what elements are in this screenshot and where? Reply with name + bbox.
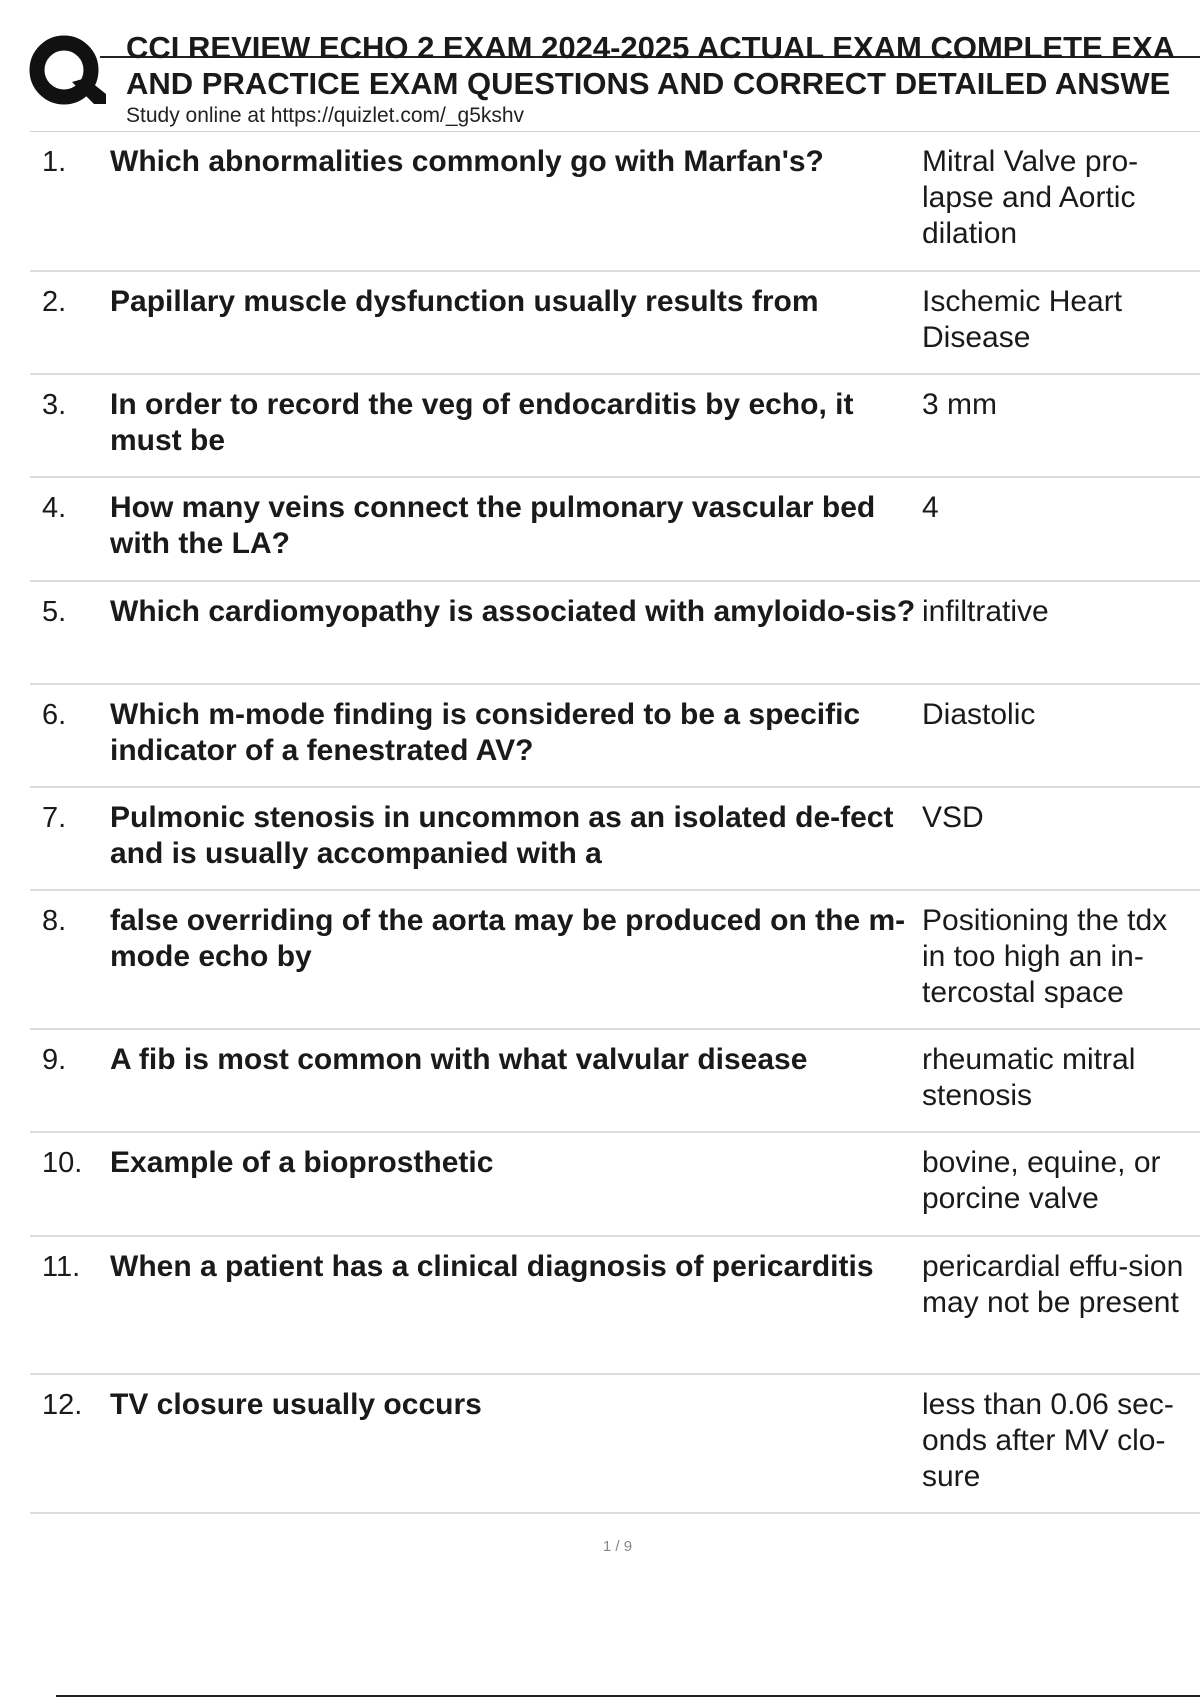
- answer-text: 4: [922, 491, 939, 524]
- answer-text: VSD: [922, 801, 984, 834]
- item-number: 6.: [42, 699, 67, 731]
- item-number: 1.: [42, 146, 67, 178]
- answer-text: less than 0.06 sec-onds after MV clo-sure: [922, 1388, 1174, 1493]
- question-text: Which m-mode finding is considered to be a specific indicator of a fenestrated AV?: [110, 698, 861, 767]
- item-number: 3.: [42, 389, 67, 421]
- qa-row: [30, 891, 1200, 1030]
- answer-text: bovine, equine, or porcine valve: [922, 1146, 1161, 1215]
- item-number: 9.: [42, 1044, 67, 1076]
- answer-text: Mitral Valve pro-lapse and Aortic dilation: [922, 145, 1139, 250]
- quizlet-q-logo-icon: [28, 32, 108, 112]
- question-text: TV closure usually occurs: [110, 1388, 482, 1421]
- question-text: false overriding of the aorta may be produced on the m-mode echo by: [110, 904, 906, 973]
- question-text: Pulmonic stenosis in uncommon as an isolated de-fect and is usually accompanied with a: [110, 801, 894, 870]
- question-text: Papillary muscle dysfunction usually results from: [110, 285, 819, 318]
- item-number: 8.: [42, 905, 67, 937]
- qa-row: [30, 1030, 1200, 1133]
- item-number: 2.: [42, 286, 67, 318]
- qa-row: [30, 1237, 1200, 1375]
- qa-row: [30, 1133, 1200, 1237]
- question-text: In order to record the veg of endocarditis by echo, it must be: [110, 388, 854, 457]
- item-number: 12.: [42, 1389, 83, 1421]
- answer-text: Ischemic Heart Disease: [922, 285, 1123, 354]
- qa-row: [30, 375, 1200, 478]
- qa-row: [30, 582, 1200, 685]
- item-number: 11.: [42, 1251, 81, 1283]
- bottom-divider: [56, 1695, 1200, 1697]
- question-text: How many veins connect the pulmonary vascular bed with the LA?: [110, 491, 876, 560]
- question-text: Which abnormalities commonly go with Marfan's?: [110, 145, 824, 178]
- qa-row: [30, 478, 1200, 582]
- document-header: [0, 0, 1200, 132]
- question-text: Example of a bioprosthetic: [110, 1146, 494, 1179]
- question-text: Which cardiomyopathy is associated with amyloido-sis?: [110, 595, 916, 628]
- qa-row: [30, 685, 1200, 788]
- answer-text: rheumatic mitral stenosis: [922, 1043, 1136, 1112]
- item-number: 7.: [42, 802, 67, 834]
- item-number: 10.: [42, 1147, 83, 1179]
- answer-text: Positioning the tdx in too high an in-tercostal space: [922, 904, 1168, 1009]
- question-text: A fib is most common with what valvular disease: [110, 1043, 808, 1076]
- question-answer-list: [30, 132, 1200, 1514]
- question-text: When a patient has a clinical diagnosis of pericarditis: [110, 1250, 874, 1283]
- study-online-link[interactable]: Study online at https://quizlet.com/_g5kshv: [126, 104, 525, 127]
- answer-text: 3 mm: [922, 388, 997, 421]
- answer-text: pericardial effu-sion may not be present: [922, 1250, 1184, 1319]
- document-title-line-1: CCI REVIEW ECHO 2 EXAM 2024-2025 ACTUAL EXAM COMPLETE EXA: [126, 30, 1176, 65]
- qa-row: [30, 1375, 1200, 1514]
- qa-row: [30, 132, 1200, 272]
- item-number: 4.: [42, 492, 67, 524]
- qa-row: [30, 788, 1200, 891]
- document-title-line-2: AND PRACTICE EXAM QUESTIONS AND CORRECT DETAILED ANSWE: [126, 66, 1171, 101]
- qa-row: [30, 272, 1200, 375]
- page-number: 1 / 9: [602, 1538, 633, 1555]
- answer-text: Diastolic: [922, 698, 1036, 731]
- answer-text: infiltrative: [922, 595, 1049, 628]
- item-number: 5.: [42, 596, 67, 628]
